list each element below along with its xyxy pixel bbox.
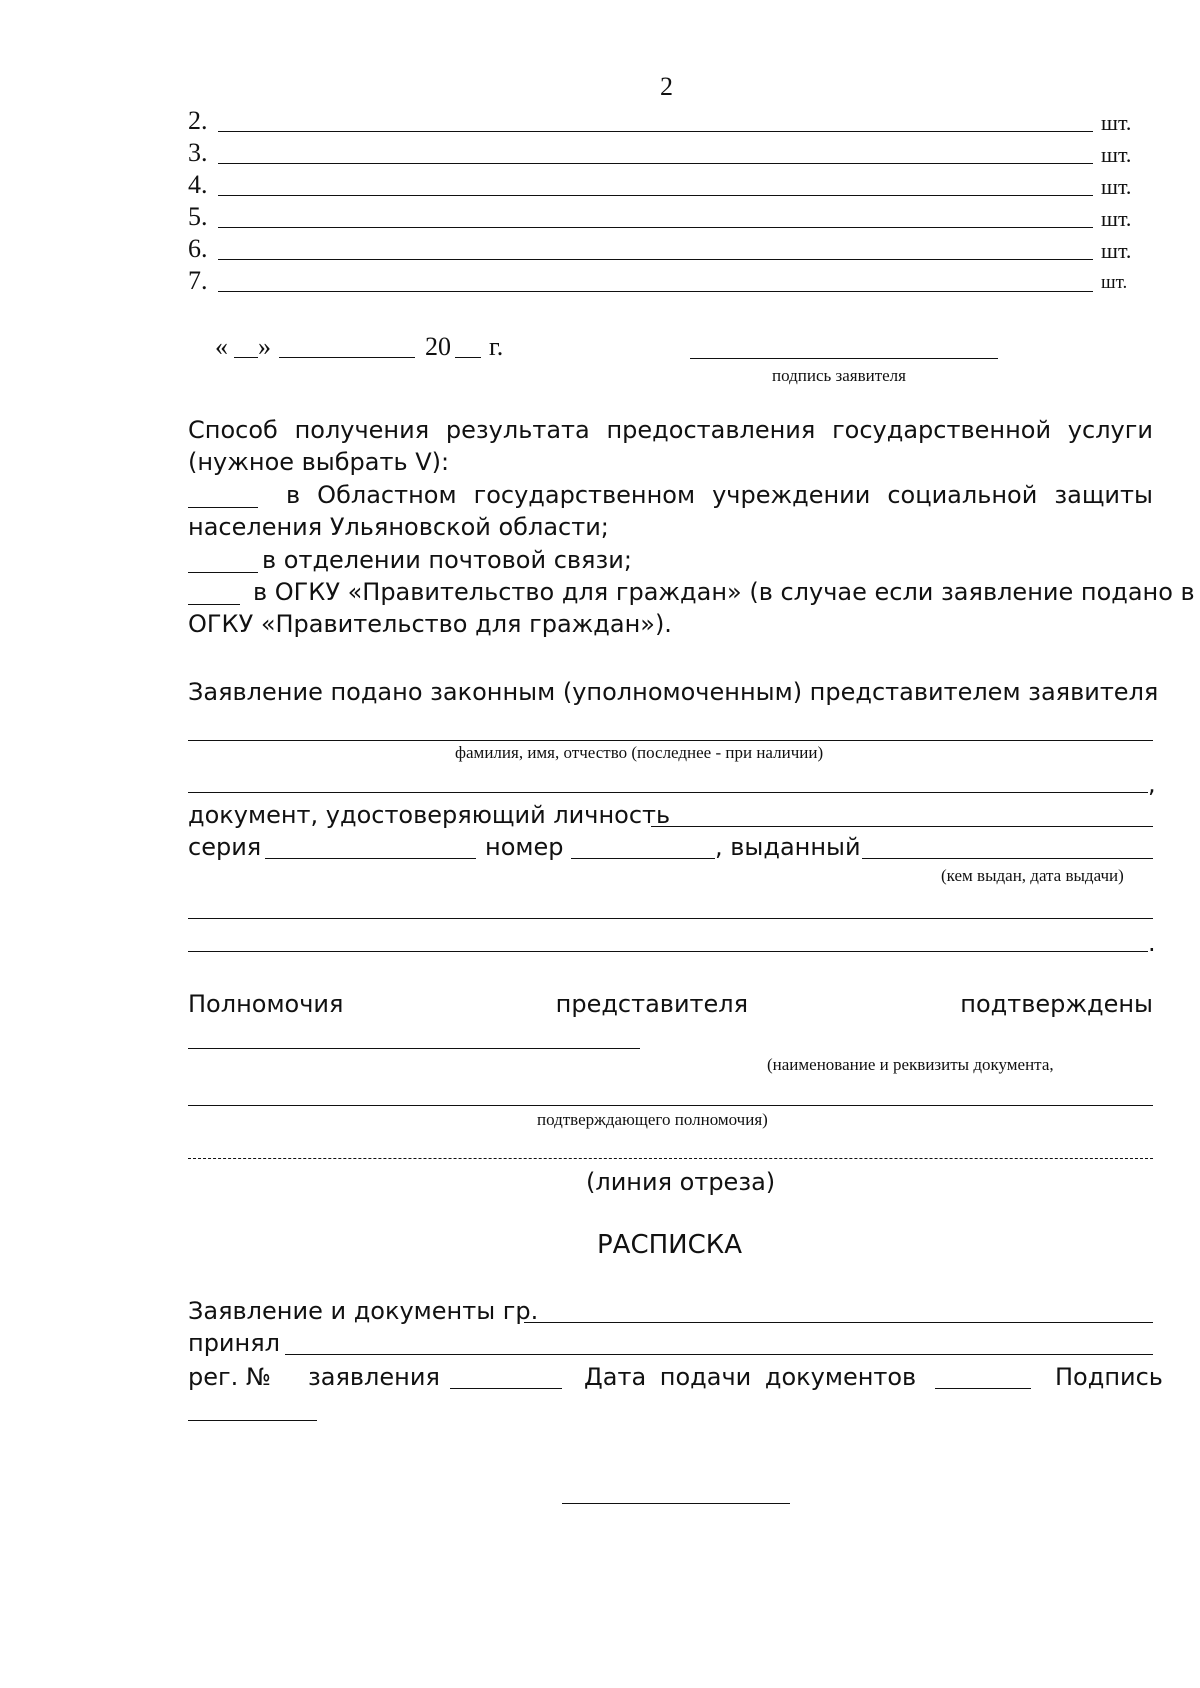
receipt-statement-label: заявления [308,1363,440,1391]
delivery-option3: в ОГКУ «Правительство для граждан» (в случае если заявление подано в [253,578,1195,606]
authority-word: Полномочия [188,990,344,1018]
item-line[interactable] [218,163,1093,164]
item-unit: шт. [1101,206,1132,231]
item-line[interactable] [218,291,1093,292]
item-unit: шт. [1101,110,1132,135]
date-year-suffix: г. [489,332,504,361]
receipt-accepted-label: принял [188,1329,280,1357]
option1-word: учреждении [712,481,871,509]
receipt-title: РАСПИСКА [597,1230,743,1260]
receipt-signature-field[interactable] [188,1420,317,1421]
delivery-heading-word: Способ [188,416,278,444]
representative-period: . [1148,929,1156,957]
applicant-signature-line[interactable] [690,358,998,359]
item-unit: шт. [1101,272,1128,293]
representative-comma: , [1148,770,1156,798]
date-year-field[interactable] [455,357,481,358]
issued-field[interactable] [862,858,1153,859]
item-line[interactable] [218,131,1093,132]
date-month-field[interactable] [279,357,415,358]
option1-checkbox-line[interactable] [188,507,258,508]
authority-confirmed [188,990,1153,1018]
representative-fio-line-2[interactable] [188,792,1148,793]
representative-heading: Заявление подано законным (уполномоченным) представителем заявителя [188,678,1159,706]
item-line[interactable] [218,195,1093,196]
delivery-heading-word: предоставления [606,416,816,444]
delivery-heading [188,416,1153,444]
receipt-documents-label: Заявление и документы гр. [188,1297,539,1325]
authority-word: представителя [555,990,749,1018]
receipt-reg-field[interactable] [450,1388,562,1389]
item-number: 7. [188,266,208,295]
authority-line-2[interactable] [188,1105,1153,1106]
series-label: серия [188,833,262,861]
issued-caption: (кем выдан, дата выдачи) [941,866,1124,885]
id-document-line[interactable] [651,826,1153,827]
date-day-field[interactable] [234,357,258,358]
receipt-accepted-field[interactable] [285,1354,1153,1355]
footer-separator [562,1503,790,1504]
representative-fio-line[interactable] [188,740,1153,741]
receipt-signature-label: Подпись [1055,1363,1163,1391]
cut-line-label: (линия отреза) [586,1168,776,1196]
delivery-heading-word: получения [294,416,430,444]
delivery-option3-line2: ОГКУ «Правительство для граждан»). [188,610,672,638]
date-open-quote: « [215,332,228,361]
authority-caption-2: подтверждающего полномочия) [537,1110,768,1129]
delivery-option2: в отделении почтовой связи; [262,546,632,574]
option1-word: Областном [317,481,457,509]
cut-line [188,1158,1153,1159]
delivery-heading-word: услуги [1067,416,1153,444]
series-field[interactable] [265,858,476,859]
option1-word: государственном [473,481,696,509]
id-document-label: документ, удостоверяющий личность [188,801,671,829]
delivery-heading-word: государственной [832,416,1052,444]
authority-word: подтверждены [960,990,1153,1018]
applicant-signature-caption: подпись заявителя [772,366,906,385]
date-year-prefix: 20 [425,332,451,361]
item-unit: шт. [1101,142,1132,167]
item-number: 4. [188,170,208,199]
option2-checkbox-line[interactable] [188,572,258,573]
item-line[interactable] [218,227,1093,228]
option1-word: социальной [887,481,1038,509]
receipt-reg-label: рег. № [188,1363,271,1391]
item-number: 2. [188,106,208,135]
number-field[interactable] [571,858,715,859]
page-number: 2 [660,72,673,101]
receipt-date-label: Дата подачи документов [584,1363,917,1391]
date-close-quote: » [258,332,271,361]
item-number: 6. [188,234,208,263]
item-number: 5. [188,202,208,231]
option3-checkbox-line[interactable] [188,604,240,605]
delivery-option1 [286,481,1153,509]
item-unit: шт. [1101,174,1132,199]
item-line[interactable] [218,259,1093,260]
option1-word: защиты [1054,481,1153,509]
issued-line-3[interactable] [188,951,1148,952]
delivery-heading-word: результата [445,416,590,444]
delivery-option1-line2: населения Ульяновской области; [188,513,609,541]
receipt-citizen-field[interactable] [524,1322,1153,1323]
issued-label: , выданный [715,833,861,861]
authority-caption-1: (наименование и реквизиты документа, [767,1055,1054,1074]
receipt-date-field[interactable] [935,1388,1031,1389]
authority-line-1[interactable] [188,1048,640,1049]
representative-fio-caption: фамилия, имя, отчество (последнее - при наличии) [455,743,824,762]
option1-word: в [286,481,301,509]
item-number: 3. [188,138,208,167]
issued-line-2[interactable] [188,918,1153,919]
number-label: номер [485,833,564,861]
item-unit: шт. [1101,238,1132,263]
delivery-heading-line2: (нужное выбрать V): [188,448,450,476]
